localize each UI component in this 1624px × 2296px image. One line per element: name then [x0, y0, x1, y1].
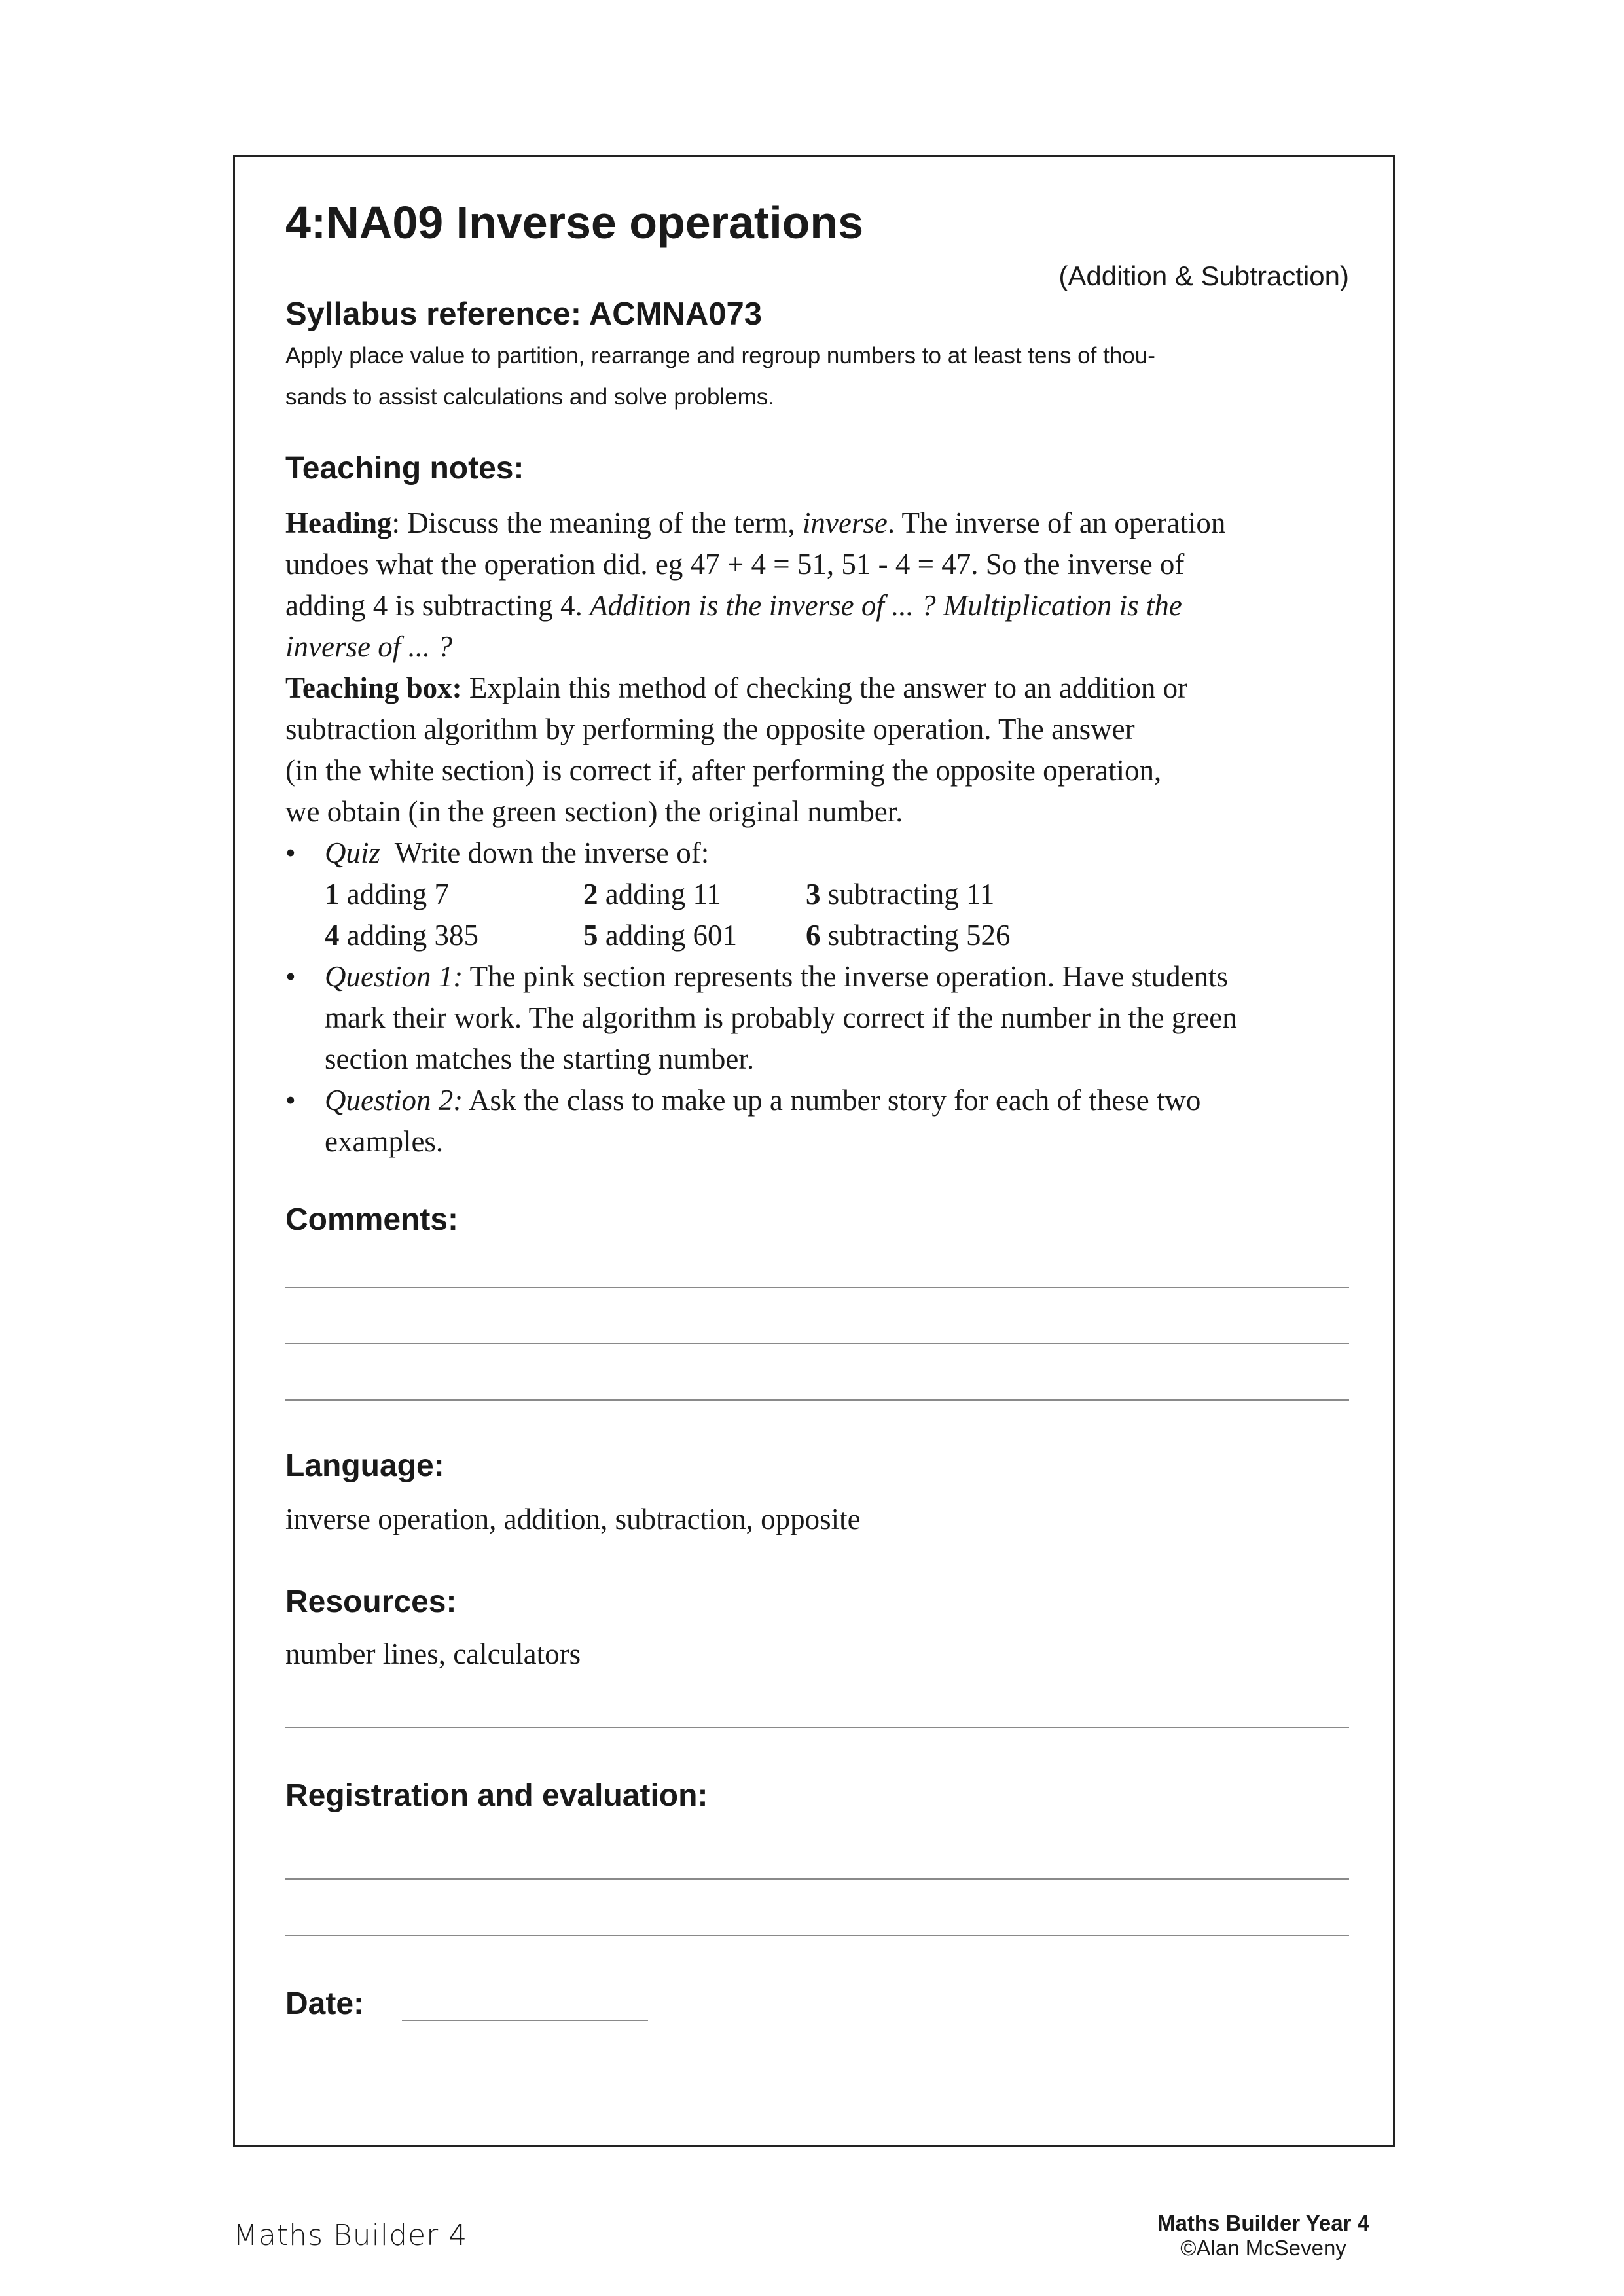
notes-emphasis: Addition is the inverse of ... ? Multiplication is the [589, 589, 1182, 622]
quiz-row [285, 874, 1349, 915]
notes-text: Write down the inverse of: [380, 836, 710, 869]
comments-line [285, 1343, 1349, 1344]
notes-line: we obtain (in the green section) the original number. [285, 795, 903, 828]
quiz-item [325, 874, 583, 915]
registration-heading: Registration and evaluation: [285, 1778, 708, 1813]
footer-series: Maths Builder Year 4 [1157, 2211, 1370, 2235]
notes-line [285, 668, 1349, 709]
comments-line [285, 1287, 1349, 1288]
quiz-item-text: subtracting 11 [820, 878, 995, 910]
quiz-row [285, 915, 1349, 956]
quiz-item-number: 5 [583, 919, 598, 952]
quiz-item-text: adding 7 [339, 878, 449, 910]
quiz-item-number: 2 [583, 878, 598, 910]
quiz-item [583, 915, 806, 956]
notes-line [285, 585, 1349, 626]
footer-credit [1139, 2211, 1388, 2261]
quiz-item-text: adding 601 [598, 919, 737, 952]
notes-line: undoes what the operation did. eg 47 + 4 = 51, 51 - 4 = 47. So the inverse of [285, 548, 1185, 581]
quiz-item-number: 6 [806, 919, 821, 952]
notes-line: subtraction algorithm by performing the opposite operation. The answer [285, 713, 1135, 745]
language-text: inverse operation, addition, subtraction, opposite [285, 1503, 861, 1535]
page-title: 4:NA09 Inverse operations [285, 197, 864, 248]
date-line [402, 2020, 648, 2021]
heading-label: Heading [285, 507, 392, 539]
quiz-item [806, 915, 1010, 956]
notes-text: Explain this method of checking the answer to an addition or [461, 672, 1188, 704]
quiz-item-text: adding 11 [598, 878, 721, 910]
quiz-bullet [285, 833, 1349, 874]
quiz-item-text: subtracting 526 [820, 919, 1011, 952]
notes-text: adding 4 is subtracting 4. [285, 589, 590, 622]
language-heading: Language: [285, 1448, 444, 1483]
resources-heading: Resources: [285, 1585, 457, 1619]
teaching-notes-heading: Teaching notes: [285, 451, 524, 486]
date-label: Date: [285, 1986, 365, 2021]
resources-line [285, 1727, 1349, 1728]
notes-line [285, 626, 1349, 668]
footer-copyright: ©Alan McSeveny [1180, 2236, 1346, 2260]
quiz-item-number: 4 [325, 919, 340, 952]
notes-line [285, 503, 1349, 544]
question2-bullet [285, 1080, 1349, 1121]
notes-line: section matches the starting number. [325, 1043, 755, 1075]
comments-line [285, 1399, 1349, 1401]
quiz-item [583, 874, 806, 915]
notes-line: examples. [325, 1125, 444, 1158]
teaching-box-label: Teaching box: [285, 672, 462, 704]
footer-book-title: Maths Builder 4 [233, 2219, 468, 2252]
quiz-item-number: 1 [325, 878, 340, 910]
syllabus-text [285, 335, 1349, 418]
notes-text: Ask the class to make up a number story for each of these two [463, 1084, 1201, 1117]
notes-emphasis: inverse [802, 507, 888, 539]
question1-bullet [285, 956, 1349, 997]
syllabus-text-line: Apply place value to partition, rearrange and regroup numbers to at least tens of thou- [285, 343, 1155, 368]
registration-line [285, 1878, 1349, 1880]
quiz-item [806, 874, 994, 915]
quiz-item [325, 915, 583, 956]
page-subtitle: (Addition & Subtraction) [1058, 260, 1349, 291]
notes-text: : Discuss the meaning of the term, [391, 507, 803, 539]
notes-text: The pink section represents the inverse operation. Have students [463, 960, 1229, 993]
registration-line [285, 1935, 1349, 1936]
quiz-item-text: adding 385 [339, 919, 478, 952]
quiz-label: Quiz [325, 836, 381, 869]
question2-label: Question 2: [325, 1084, 463, 1117]
quiz-item-number: 3 [806, 878, 821, 910]
notes-text: . The inverse of an operation [887, 507, 1226, 539]
question1-label: Question 1: [325, 960, 463, 993]
notes-line: mark their work. The algorithm is probably correct if the number in the green [325, 1001, 1237, 1034]
teaching-notes-body [285, 503, 1349, 1162]
notes-line: (in the white section) is correct if, after performing the opposite operation, [285, 754, 1162, 787]
resources-text: number lines, calculators [285, 1638, 581, 1670]
syllabus-heading: Syllabus reference: ACMNA073 [285, 296, 763, 332]
comments-heading: Comments: [285, 1202, 459, 1237]
notes-emphasis: inverse of ... ? [285, 630, 452, 663]
syllabus-text-line: sands to assist calculations and solve problems. [285, 384, 775, 410]
